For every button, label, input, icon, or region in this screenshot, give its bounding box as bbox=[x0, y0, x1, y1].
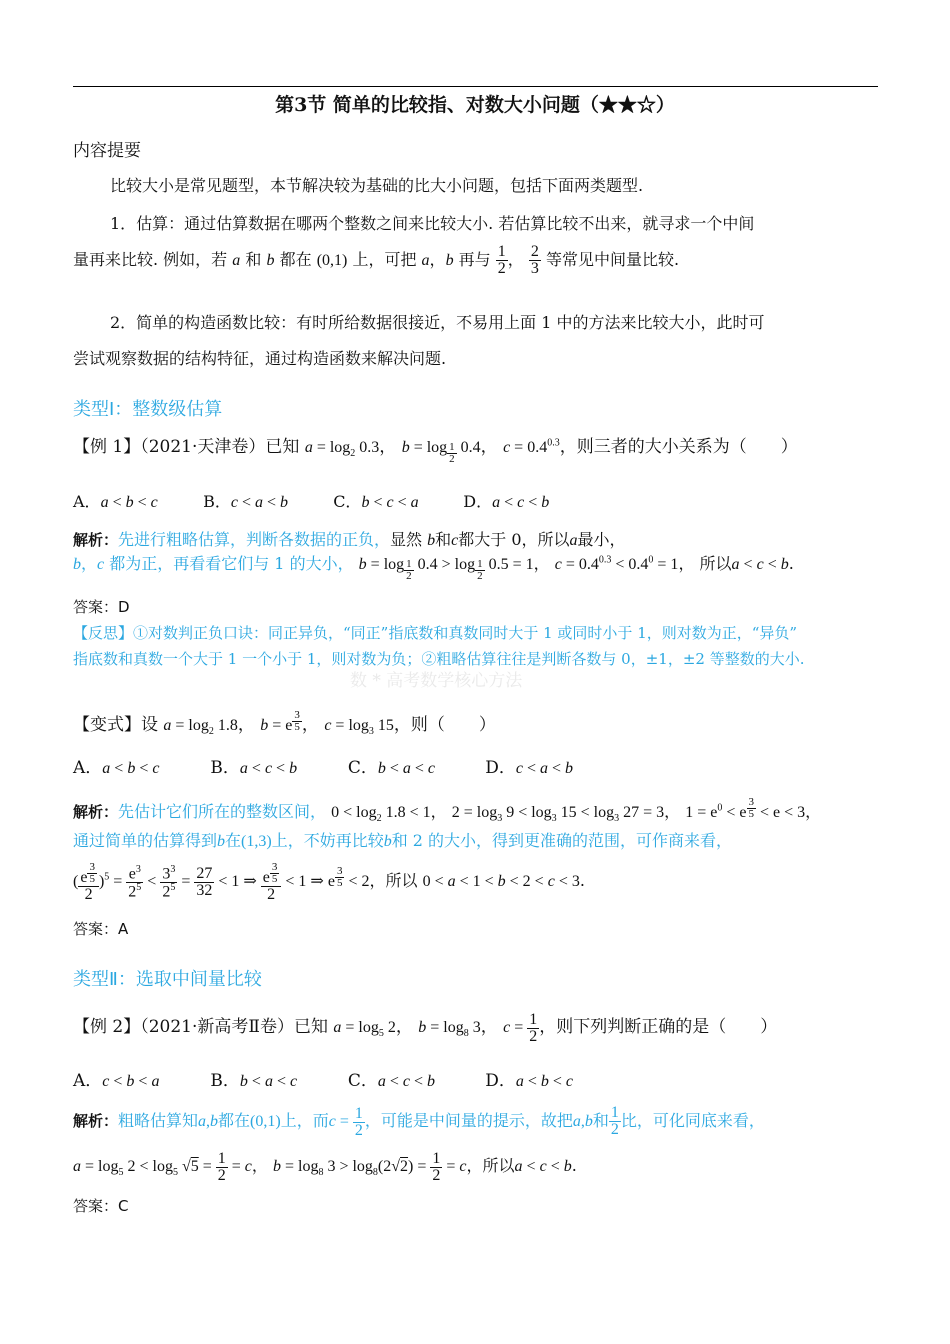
example-1-question: 【例 1】（2021·天津卷）已知 $a = \log_2 0.3$， b = log $_{\frac{1}{2}}$ 0.4， $c = 0.4^{0.3}$，则三者的大小关系为（ ） bbox=[73, 437, 798, 466]
intro-paragraph-3-line-1: 2．简单的构造函数比较：有时所给数据很接近，不易用上面 1 中的方法来比较大小，此时可 bbox=[110, 313, 765, 332]
variant-solution-line-2: 通过简单的估算得到b在(1,3)上，不妨再比较b和 2 的大小，得到更准确的范围，可作商来看， bbox=[73, 831, 733, 850]
variant-answer: 答案：A bbox=[73, 920, 129, 938]
example-1-solution-line-1: 解析：先进行粗略估算，判断各数据的正负，显然 b和c都大于 0，所以a最小， bbox=[73, 530, 626, 549]
fraction-one-half: $\frac{1}{2}$ bbox=[497, 243, 506, 277]
example-2-solution-line-1: 解析：粗略估算知a,b都在(0,1)上，而c = $\frac{1}{2}$ ，可能是中间量的提示，故把a,b和 $\frac{1}{2}$ 比，可化同底来看， bbox=[73, 1104, 765, 1139]
fraction-two-thirds: $\frac{2}{3}$ bbox=[530, 243, 539, 277]
intro-paragraph-1: 比较大小是常见题型，本节解决较为基础的比大小问题，包括下面两类题型. bbox=[110, 176, 644, 195]
example-2-solution-line-2: $a = \log_5 2 < \log_5 √5$ = $\frac{1}{2}$ = c， $b = \log_8 3 > \log_8(2√2)$ = $\frac{1}{2}$ = c，所以a < c < b. bbox=[73, 1150, 577, 1184]
watermark: 数 * 高考数学核心方法 bbox=[350, 671, 523, 691]
example-1-answer: 答案：D bbox=[73, 598, 130, 616]
intro-paragraph-3-line-2: 尝试观察数据的结构特征，通过构造函数来解决问题. bbox=[73, 349, 447, 368]
intro-heading: 内容提要 bbox=[73, 141, 141, 161]
variant-options: A．a < b < c B．a < c < b C．b < a < c D．c < a < b bbox=[73, 758, 574, 778]
variant-question: 【变式】设 $a = \log_2 1.8$， b = e $^{\frac{3}{5}}$ ， $c = \log_3 15$，则（ ） bbox=[73, 709, 496, 738]
header-rule bbox=[73, 86, 878, 87]
intro-paragraph-2-line-2: 量再来比较. 例如，若 a 和 b 都在 (0,1) 上，可把 a，b 再与 $\frac{1}{2}$ ， $\frac{2}{3}$ 等常见中间量比较. bbox=[73, 243, 680, 277]
example-2-question: 【例 2】（2021·新高考Ⅱ卷）已知 $a = \log_5 2$， $b = \log_8 3$， c = $\frac{1}{2}$ ，则下列判断正确的是（ ） bbox=[73, 1011, 778, 1045]
intro-paragraph-2-line-1: 1．估算：通过估算数据在哪两个整数之间来比较大小. 若估算比较不出来，就寻求一个中间 bbox=[110, 214, 755, 233]
type-2-heading: 类型Ⅱ：选取中间量比较 bbox=[73, 969, 262, 990]
type-1-heading: 类型Ⅰ：整数级估算 bbox=[73, 399, 223, 420]
variant-solution-line-1: 解析：先估计它们所在的整数区间， $0 < \log_2 1.8 < 1$， $2 = \log_3 9 < \log_3 15 < \log_3 27 = 3$， $1 = e^0 < e$ $^{\frac{3}{5}}$ < e < 3， bbox=[73, 796, 822, 825]
example-2-options: A．c < b < a B．b < a < c C．a < c < b D．a < b < c bbox=[73, 1071, 574, 1091]
example-1-reflection-line-2: 指底数和真数一个大于 1 一个小于 1，则对数为负；②粗略估算往往是判断各数与 0，±1，±2 等整数的大小. bbox=[73, 650, 805, 668]
example-1-options: A．a < b < c B．c < a < b C．b < c < a D．a < c < b bbox=[73, 492, 550, 511]
example-1-solution-line-2: b，c 都为正，再看看它们与 1 的大小， b = log $_{\frac{1}{2}}$ 0.4 > log $_{\frac{1}{2}}$ 0.5 = 1， $c = 0.4^{0.3} < 0.4^0 = 1$， 所以a < c < b. bbox=[73, 554, 794, 583]
example-2-answer: 答案：C bbox=[73, 1197, 129, 1215]
page-title: 第3节 简单的比较指、对数大小问题（★★☆） bbox=[275, 94, 675, 116]
variant-solution-line-3: ( e $^{\frac{3}{5}}$ 2 )$^5$ = $\frac{e^3}{2^5}$ < $\frac{3^3}{2^5}$ = $\frac{27}{32}$ < 1 ⇒ e $^{\frac{3}{5}}$ 2 < 1 ⇒ e $^{\frac{3}{5}}$ < 2，所以 0 < a < 1 < b < 2 < c < 3. bbox=[73, 861, 585, 904]
example-1-reflection-line-1: 【反思】①对数判正负口诀：同正异负，“同正”指底数和真数同时大于 1 或同时小于 1，则对数为正，“异负” bbox=[73, 624, 798, 642]
